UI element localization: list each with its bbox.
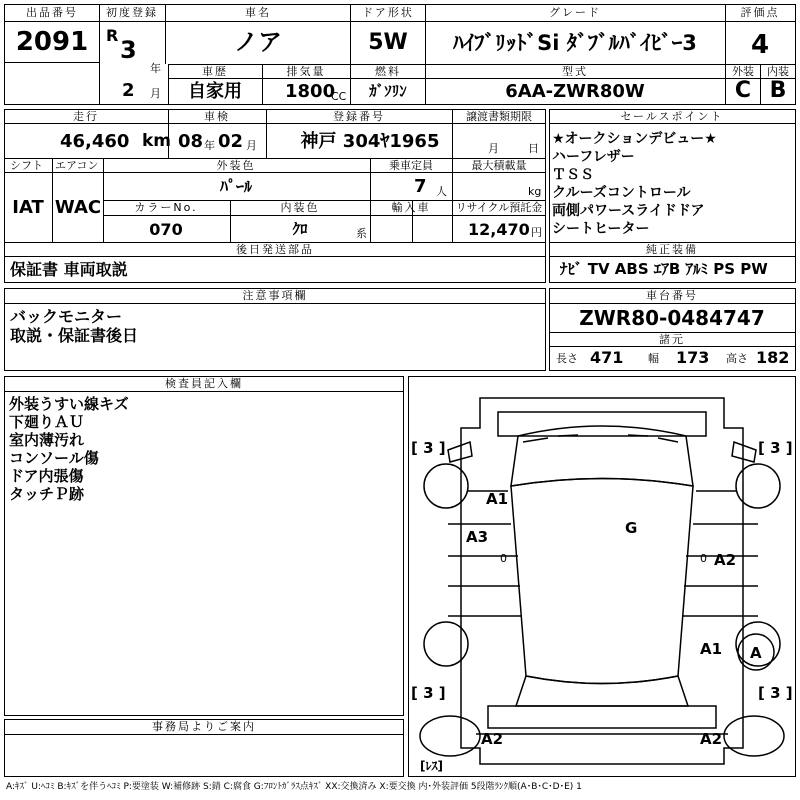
- sales-points-list: [552, 130, 717, 238]
- displacement-label: 排気量: [286, 65, 326, 78]
- ext-color: ﾊﾟｰﾙ: [219, 177, 253, 196]
- grade-label: グレード: [549, 6, 601, 19]
- legend: A:ｷｽﾞ U:ﾍｺﾐ B:ｷｽﾞを伴うﾍｺﾐ P:要塗装 W:補修跡 S:錆 C:腐食 G:ﾌﾛﾝﾄｶﾞﾗｽ点ｷｽﾞ XX:交換済み X:要交換 内･外装評価 5段階ﾗﾝｸ順(A･B･C･D･E) 1: [6, 782, 582, 792]
- history: 自家用: [188, 81, 242, 102]
- sales-points-label: セールスポイント: [620, 110, 724, 123]
- capacity: 7: [414, 176, 427, 197]
- mark-a3: A3: [466, 528, 489, 546]
- reg-number: 神戸 304ﾔ1965: [300, 131, 440, 152]
- fuel-label: 燃料: [375, 65, 401, 78]
- later-docs: 保証書 車両取説: [10, 260, 128, 279]
- notes-label: 注意事項欄: [242, 289, 308, 302]
- mark-a-circle: A: [750, 644, 762, 662]
- yen-unit: 円: [531, 226, 542, 239]
- mark-tl3: [ 3 ]: [411, 439, 446, 457]
- displacement: 1800: [285, 81, 336, 102]
- score-label: 評価点: [740, 6, 780, 19]
- office-label: 事務局よりご案内: [152, 720, 256, 733]
- mark-br3: [ 3 ]: [758, 684, 793, 702]
- inspector-notes: [9, 395, 129, 503]
- mark-a2-br: A2: [700, 730, 723, 748]
- equipment-label: 純正装備: [646, 243, 698, 256]
- shift: IAT: [12, 197, 44, 218]
- chassis-label: 車台番号: [646, 289, 698, 302]
- ac: WAC: [54, 197, 102, 218]
- kg-unit: kg: [528, 185, 542, 198]
- first-reg-label: 初度登録: [106, 6, 158, 19]
- int-color-label: 内装色: [280, 201, 320, 214]
- door-label: ドア形状: [362, 6, 414, 19]
- mark-less: [ﾚｽ]: [420, 759, 443, 773]
- score: 4: [750, 30, 770, 60]
- transfer-day: 日: [528, 142, 539, 155]
- ext-grade-label: 外装: [732, 65, 754, 78]
- length: 471: [590, 348, 624, 367]
- reg-year: 3: [120, 36, 137, 64]
- ext-grade: C: [734, 78, 752, 103]
- width-label: 幅: [648, 352, 659, 365]
- mark-zero-left: 0: [500, 552, 507, 565]
- notes-line-2: 取説・保証書後日: [10, 326, 139, 345]
- inspection-year: 08: [178, 131, 204, 152]
- inspection-month: 02: [218, 131, 244, 152]
- transfer-label: 譲渡書類期限: [466, 110, 532, 123]
- car-name: ノア: [234, 28, 282, 56]
- sales-point-item: ★オークションデビュー★: [552, 131, 717, 147]
- int-grade: B: [769, 78, 787, 103]
- mark-a2-right: A2: [714, 551, 737, 569]
- mark-bl3: [ 3 ]: [411, 684, 446, 702]
- height: 182: [756, 348, 790, 367]
- inspector-note-line: 下廻りＡＵ: [9, 413, 85, 431]
- ext-color-label: 外装色: [216, 159, 256, 172]
- mark-zero-right: 0: [700, 552, 707, 565]
- km-unit: km: [142, 131, 172, 151]
- mark-a1-bottom: A1: [700, 640, 723, 658]
- month-unit: 月: [150, 87, 161, 100]
- notes-line-1: バックモニター: [10, 307, 123, 326]
- lot-number-label: 出品番号: [26, 6, 78, 19]
- inspector-note-line: ドア内張傷: [9, 467, 84, 485]
- width: 173: [676, 348, 710, 367]
- sales-point-item: ＴＳＳ: [552, 167, 594, 183]
- length-label: 長さ: [556, 352, 578, 365]
- reg-month: 2: [122, 80, 135, 101]
- import-label: 輸入車: [391, 201, 431, 214]
- era: R: [106, 26, 119, 45]
- mark-tr3: [ 3 ]: [758, 439, 793, 457]
- car-diagram: [408, 376, 796, 777]
- inspection-year-unit: 年: [204, 139, 215, 152]
- int-color: ｸﾛ: [292, 220, 308, 238]
- color-no: 070: [149, 220, 183, 239]
- ac-label: エアコン: [55, 159, 99, 172]
- history-label: 車歴: [202, 65, 228, 78]
- inspection-label: 車検: [204, 110, 230, 123]
- shift-label: シフト: [10, 159, 43, 172]
- sales-point-item: シートヒーター: [552, 221, 650, 237]
- inspector-label: 検査員記入欄: [165, 377, 243, 390]
- person-unit: 人: [436, 185, 447, 198]
- recycle-label: リサイクル預託金: [455, 201, 543, 214]
- specs-label: 諸元: [659, 333, 685, 346]
- year-unit: 年: [150, 62, 161, 75]
- model-label: 型式: [562, 65, 588, 78]
- height-label: 高さ: [726, 352, 748, 365]
- model: 6AA-ZWR80W: [505, 81, 645, 102]
- sales-point-item: ハーフレザー: [552, 149, 635, 165]
- mileage: 46,460: [60, 131, 130, 152]
- inspector-note-line: コンソール傷: [9, 449, 99, 467]
- inspector-note-line: 室内薄汚れ: [9, 431, 85, 449]
- later-docs-label: 後日発送部品: [236, 243, 314, 256]
- reg-number-label: 登録番号: [333, 110, 385, 123]
- grade: ﾊｲﾌﾞﾘｯﾄﾞSi ﾀﾞﾌﾞﾙﾊﾞｲﾋﾞｰ3: [453, 31, 697, 55]
- recycle-fee: 12,470: [468, 220, 530, 239]
- mileage-label: 走行: [73, 110, 99, 123]
- int-grade-label: 内装: [767, 65, 789, 78]
- kei-unit: 系: [356, 227, 367, 240]
- mark-a2-bl: A2: [481, 730, 504, 748]
- transfer-month: 月: [488, 142, 499, 155]
- mark-a1-top: A1: [486, 490, 509, 508]
- sales-point-item: 両側パワースライドドア: [552, 203, 705, 219]
- equipment: ﾅﾋﾞ TV ABS ｴｱB ｱﾙﾐ PS PW: [560, 260, 768, 278]
- inspection-month-unit: 月: [246, 139, 257, 152]
- fuel: ｶﾞｿﾘﾝ: [369, 82, 407, 100]
- load-label: 最大積載量: [471, 159, 527, 172]
- inspector-note-line: タッチＰ跡: [9, 485, 85, 503]
- chassis-number: ZWR80-0484747: [579, 306, 765, 330]
- lot-number: 2091: [15, 27, 89, 57]
- car-name-label: 車名: [245, 6, 271, 19]
- cc-unit: CC: [331, 90, 347, 103]
- color-no-label: カラーNo.: [134, 201, 198, 214]
- capacity-label: 乗車定員: [389, 159, 433, 172]
- door-type: 5W: [368, 30, 408, 55]
- inspector-note-line: 外装うすい線キズ: [9, 395, 129, 413]
- mark-g: G: [625, 519, 638, 537]
- sales-point-item: クルーズコントロール: [552, 185, 691, 201]
